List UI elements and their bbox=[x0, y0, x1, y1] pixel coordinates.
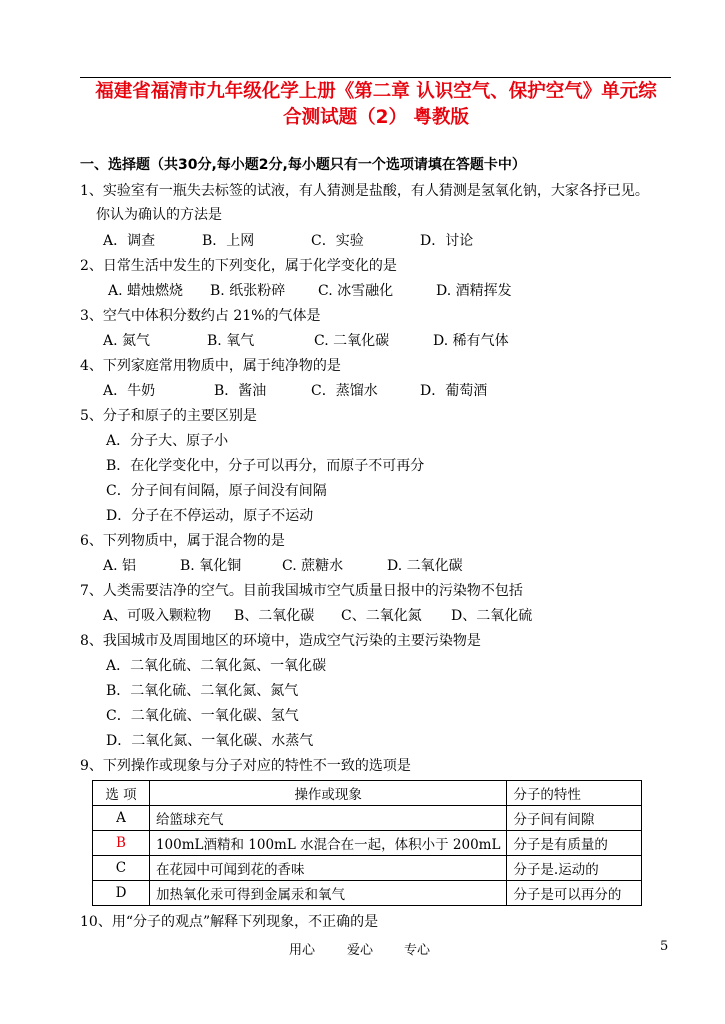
question-3-option-a: A. 氮气 bbox=[103, 333, 151, 349]
question-8-option-b: B．二氧化硫、二氧化氮、氮气 bbox=[106, 683, 299, 699]
table-header-option: 选 项 bbox=[93, 781, 150, 806]
footer-motto-3: 专心 bbox=[404, 943, 431, 958]
footer-motto-1: 用心 bbox=[289, 943, 316, 958]
table-cell-property: 分子是有质量的 bbox=[507, 831, 642, 856]
table-row bbox=[93, 856, 642, 881]
question-3-stem: 3、空气中体积分数约占 21%的气体是 bbox=[80, 308, 321, 324]
table-cell-option: C bbox=[93, 856, 150, 881]
question-1-option-a: A．调查 bbox=[103, 233, 156, 249]
question-2-option-c: C. 冰雪融化 bbox=[318, 283, 394, 299]
question-7-option-b: B、二氧化碳 bbox=[234, 608, 315, 624]
document-title-line2: 合测试题（2） 粤教版 bbox=[283, 107, 469, 128]
question-3-option-c: C. 二氧化碳 bbox=[314, 333, 390, 349]
footer-motto-2: 爱心 bbox=[347, 943, 374, 958]
question-7-option-d: D、二氧化硫 bbox=[451, 608, 533, 624]
section-heading: 一、选择题（共30分,每小题2分,每小题只有一个选项请填在答题卡中） bbox=[80, 157, 526, 173]
question-6-stem: 6、下列物质中，属于混合物的是 bbox=[80, 533, 285, 549]
question-4-option-b: B．酱油 bbox=[214, 383, 267, 399]
table-cell-option: A bbox=[93, 806, 150, 831]
document-title-line1: 福建省福清市九年级化学上册《第二章 认识空气、保护空气》单元综 bbox=[95, 81, 657, 102]
question-9-stem: 9、下列操作或现象与分子对应的特性不一致的选项是 bbox=[80, 758, 411, 774]
question-2-option-d: D. 酒精挥发 bbox=[436, 283, 512, 299]
question-4-option-c: C．蒸馏水 bbox=[311, 383, 378, 399]
question-5-option-a: A．分子大、原子小 bbox=[106, 433, 229, 449]
question-8-option-c: C．二氧化硫、一氧化碳、氢气 bbox=[106, 708, 299, 724]
page-number: 5 bbox=[660, 939, 669, 954]
question-8-option-a: A．二氧化硫、二氧化氮、一氧化碳 bbox=[106, 658, 327, 674]
question-1-option-b: B．上网 bbox=[202, 233, 255, 249]
question-1-option-c: C．实验 bbox=[311, 233, 364, 249]
question-1-option-d: D．讨论 bbox=[420, 233, 474, 249]
table-header-row bbox=[93, 781, 642, 806]
table-row bbox=[93, 831, 642, 856]
table-row bbox=[93, 881, 642, 906]
question-3-option-b: B. 氧气 bbox=[207, 333, 255, 349]
question-1-stem: 1、实验室有一瓶失去标签的试液，有人猜测是盐酸，有人猜测是氢氧化钠，大家各抒已见。 bbox=[80, 183, 649, 199]
question-5-stem: 5、分子和原子的主要区别是 bbox=[80, 408, 257, 424]
question-3-option-d: D. 稀有气体 bbox=[433, 333, 509, 349]
question-8-stem: 8、我国城市及周围地区的环境中，造成空气污染的主要污染物是 bbox=[80, 633, 481, 649]
question-9-table bbox=[92, 780, 642, 906]
question-5-option-c: C．分子间有间隔，原子间没有间隔 bbox=[106, 483, 327, 499]
table-cell-operation: 给篮球充气 bbox=[149, 806, 506, 831]
question-10-stem: 10、用“分子的观点”解释下列现象，不正确的是 bbox=[80, 914, 379, 930]
question-4-stem: 4、下列家庭常用物质中，属于纯净物的是 bbox=[80, 358, 341, 374]
table-cell-operation: 加热氧化汞可得到金属汞和氧气 bbox=[149, 881, 506, 906]
table-cell-property: 分子是可以再分的 bbox=[507, 881, 642, 906]
question-4-option-d: D．葡萄酒 bbox=[420, 383, 488, 399]
table-cell-option: D bbox=[93, 881, 150, 906]
question-2-option-a: A. 蜡烛燃烧 bbox=[108, 283, 184, 299]
question-6-option-a: A. 铝 bbox=[103, 558, 137, 574]
question-1-stem-cont: 你认为确认的方法是 bbox=[96, 207, 222, 223]
question-4-option-a: A．牛奶 bbox=[103, 383, 156, 399]
question-6-option-c: C. 蔗糖水 bbox=[282, 558, 344, 574]
table-cell-property: 分子间有间隙 bbox=[507, 806, 642, 831]
question-6-option-d: D. 二氧化碳 bbox=[387, 558, 463, 574]
question-5-option-d: D．分子在不停运动，原子不运动 bbox=[106, 508, 314, 524]
header-rule bbox=[80, 77, 671, 78]
table-header-property: 分子的特性 bbox=[507, 781, 642, 806]
table-cell-operation: 在花园中可闻到花的香味 bbox=[149, 856, 506, 881]
question-7-option-a: A、可吸入颗粒物 bbox=[103, 608, 212, 624]
question-7-option-c: C、二氧化氮 bbox=[341, 608, 422, 624]
table-cell-operation: 100mL酒精和 100mL 水混合在一起，体积小于 200mL bbox=[149, 831, 506, 856]
table-row bbox=[93, 806, 642, 831]
question-2-stem: 2、日常生活中发生的下列变化，属于化学变化的是 bbox=[80, 258, 397, 274]
question-2-option-b: B. 纸张粉碎 bbox=[210, 283, 286, 299]
question-5-option-b: B．在化学变化中，分子可以再分，而原子不可再分 bbox=[106, 458, 425, 474]
table-header-operation: 操作或现象 bbox=[149, 781, 506, 806]
question-7-stem: 7、人类需要洁净的空气。目前我国城市空气质量日报中的污染物不包括 bbox=[80, 583, 523, 599]
table-cell-option: B bbox=[93, 831, 150, 856]
question-6-option-b: B. 氧化铜 bbox=[180, 558, 242, 574]
question-8-option-d: D．二氧化氮、一氧化碳、水蒸气 bbox=[106, 733, 314, 749]
table-cell-property: 分子是.运动的 bbox=[507, 856, 642, 881]
